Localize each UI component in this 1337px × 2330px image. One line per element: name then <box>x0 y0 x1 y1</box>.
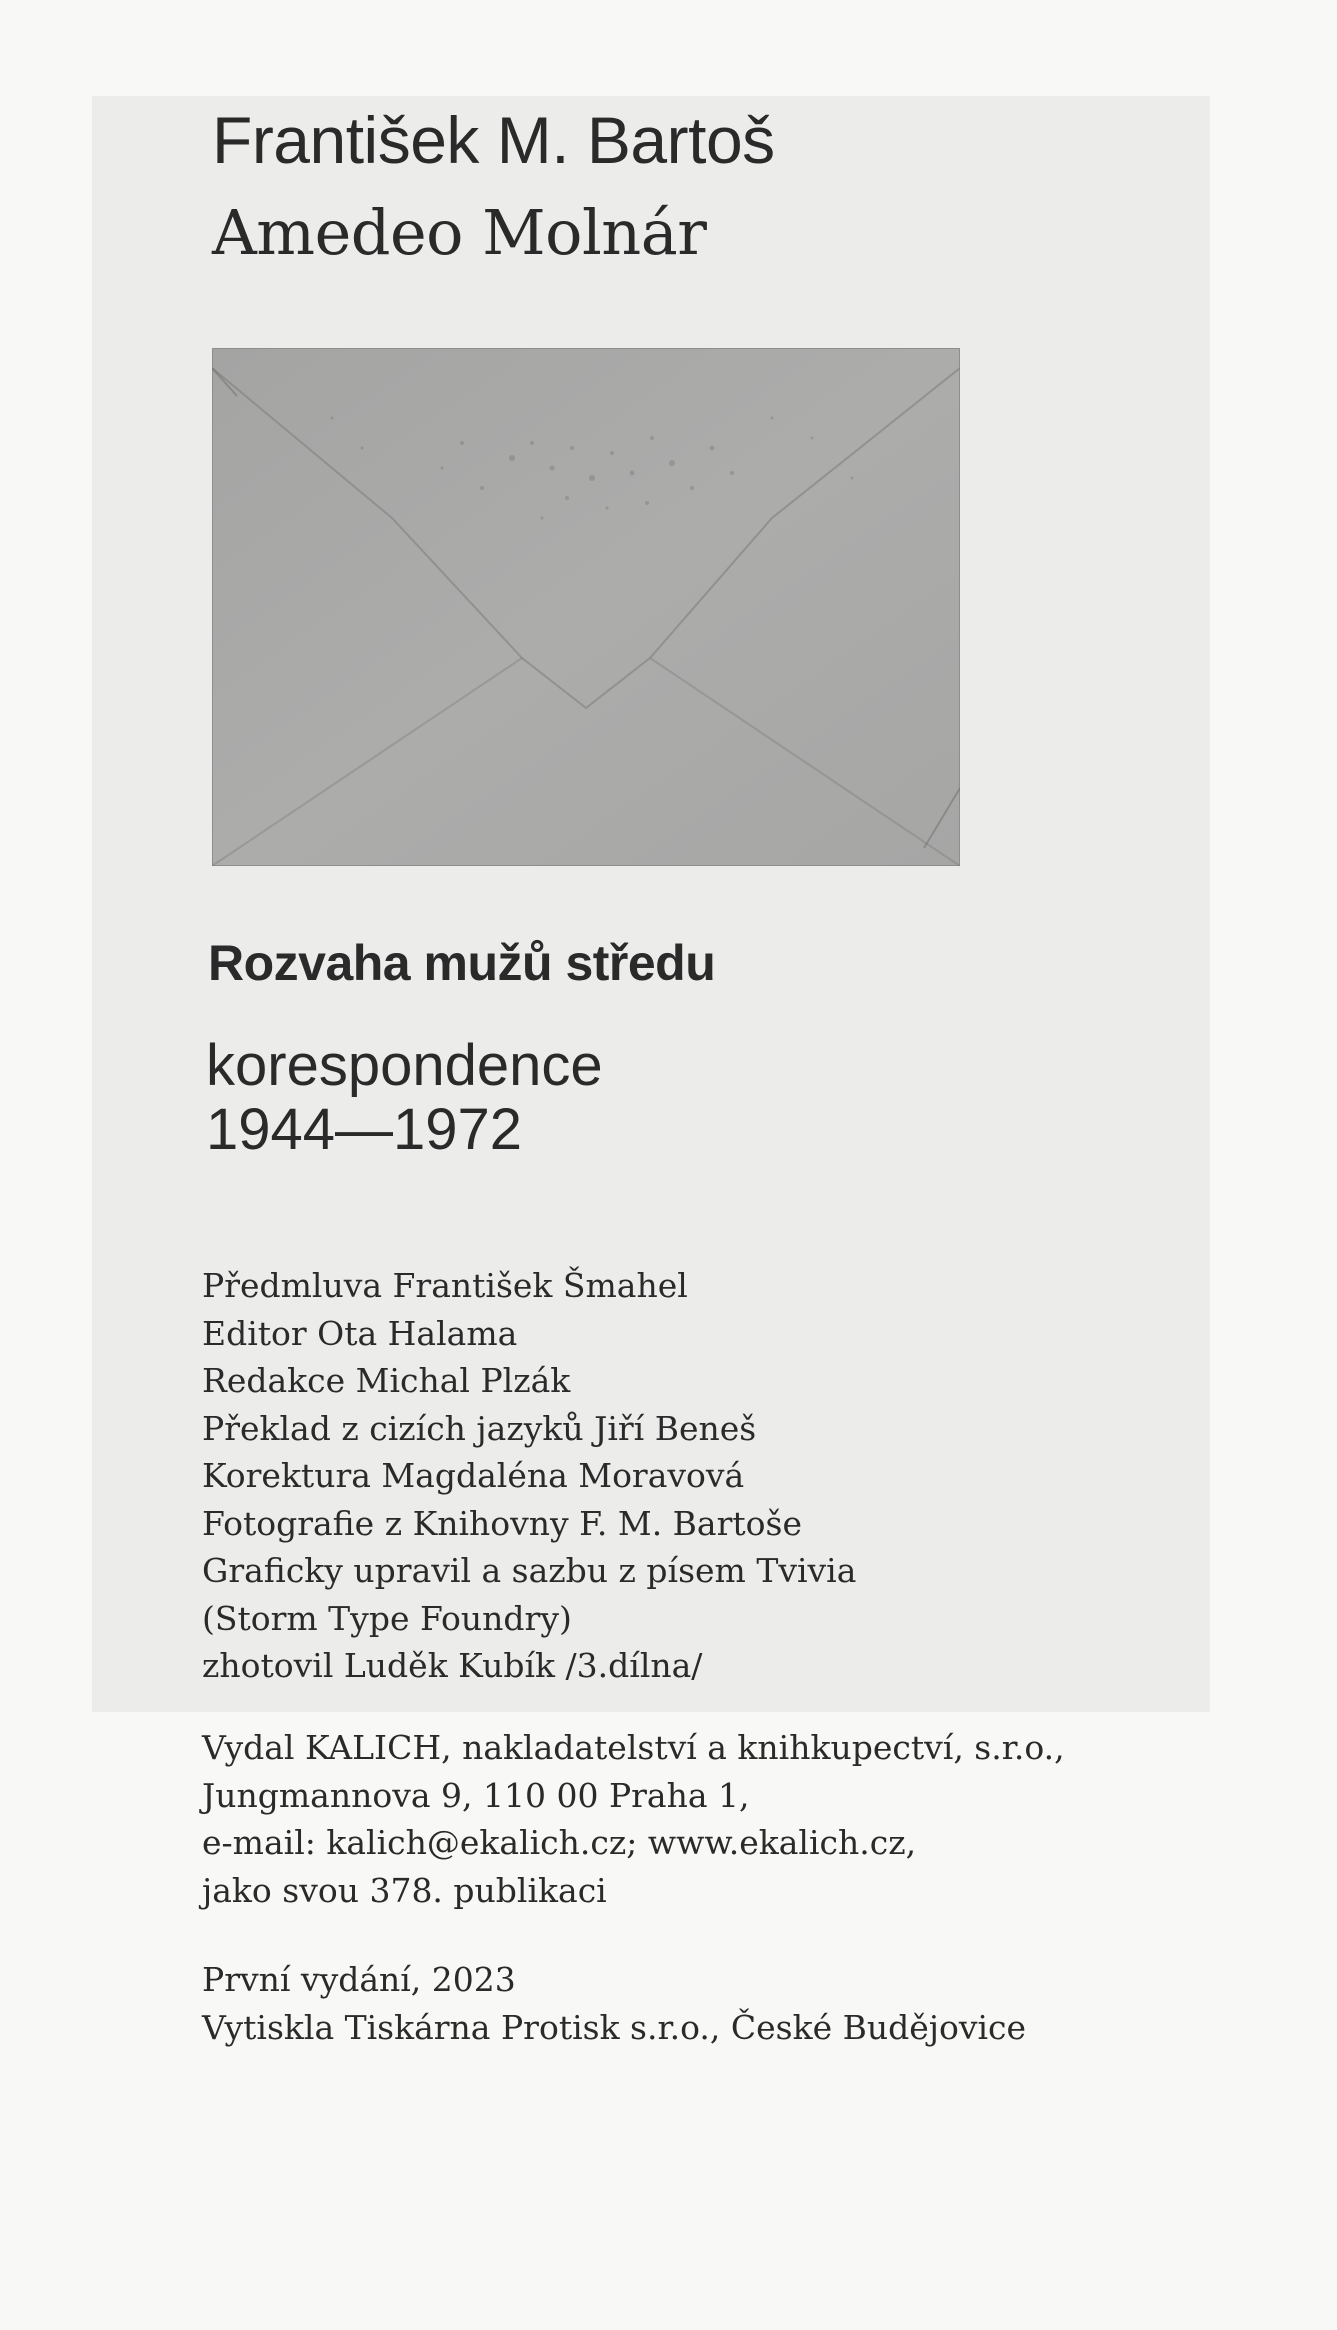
publisher-line: Vydal KALICH, nakladatelství a knihkupectví, s.r.o., <box>202 1728 1065 1767</box>
credit-line: Redakce Michal Plzák <box>202 1361 571 1400</box>
edition-info <box>202 1956 1026 2051</box>
credit-line: Korektura Magdaléna Moravová <box>202 1456 745 1495</box>
credit-line: (Storm Type Foundry) <box>202 1598 572 1638</box>
book-years: 1944—1972 <box>206 1097 523 1162</box>
envelope-body <box>212 348 960 866</box>
publisher-line: e-mail: kalich@ekalich.cz; www.ekalich.cz, <box>202 1823 917 1862</box>
publisher-line: Jungmannova 9, 110 00 Praha 1, <box>202 1775 750 1815</box>
publisher-info <box>202 1724 1065 1914</box>
edition-line: První vydání, 2023 <box>202 1960 516 1999</box>
credit-line: Editor Ota Halama <box>202 1313 518 1353</box>
book-subtitle: korespondence <box>206 1033 603 1098</box>
credits-list <box>202 1262 856 1690</box>
printer-line: Vytiskla Tiskárna Protisk s.r.o., České Budějovice <box>202 2007 1027 2047</box>
credit-line: Předmluva František Šmahel <box>202 1266 688 1305</box>
book-title: Rozvaha mužů středu <box>208 935 716 991</box>
publisher-line: jako svou 378. publikaci <box>202 1870 607 1910</box>
author-first: František M. Bartoš <box>212 103 775 177</box>
credit-line: zhotovil Luděk Kubík /3.dílna/ <box>202 1646 703 1685</box>
credit-line: Fotografie z Knihovny F. M. Bartoše <box>202 1503 802 1543</box>
author-second: Amedeo Molnár <box>212 196 707 269</box>
envelope-photo <box>212 348 960 866</box>
credit-line: Překlad z cizích jazyků Jiří Beneš <box>202 1408 757 1448</box>
credit-line: Graficky upravil a sazbu z písem Tvivia <box>202 1551 857 1590</box>
